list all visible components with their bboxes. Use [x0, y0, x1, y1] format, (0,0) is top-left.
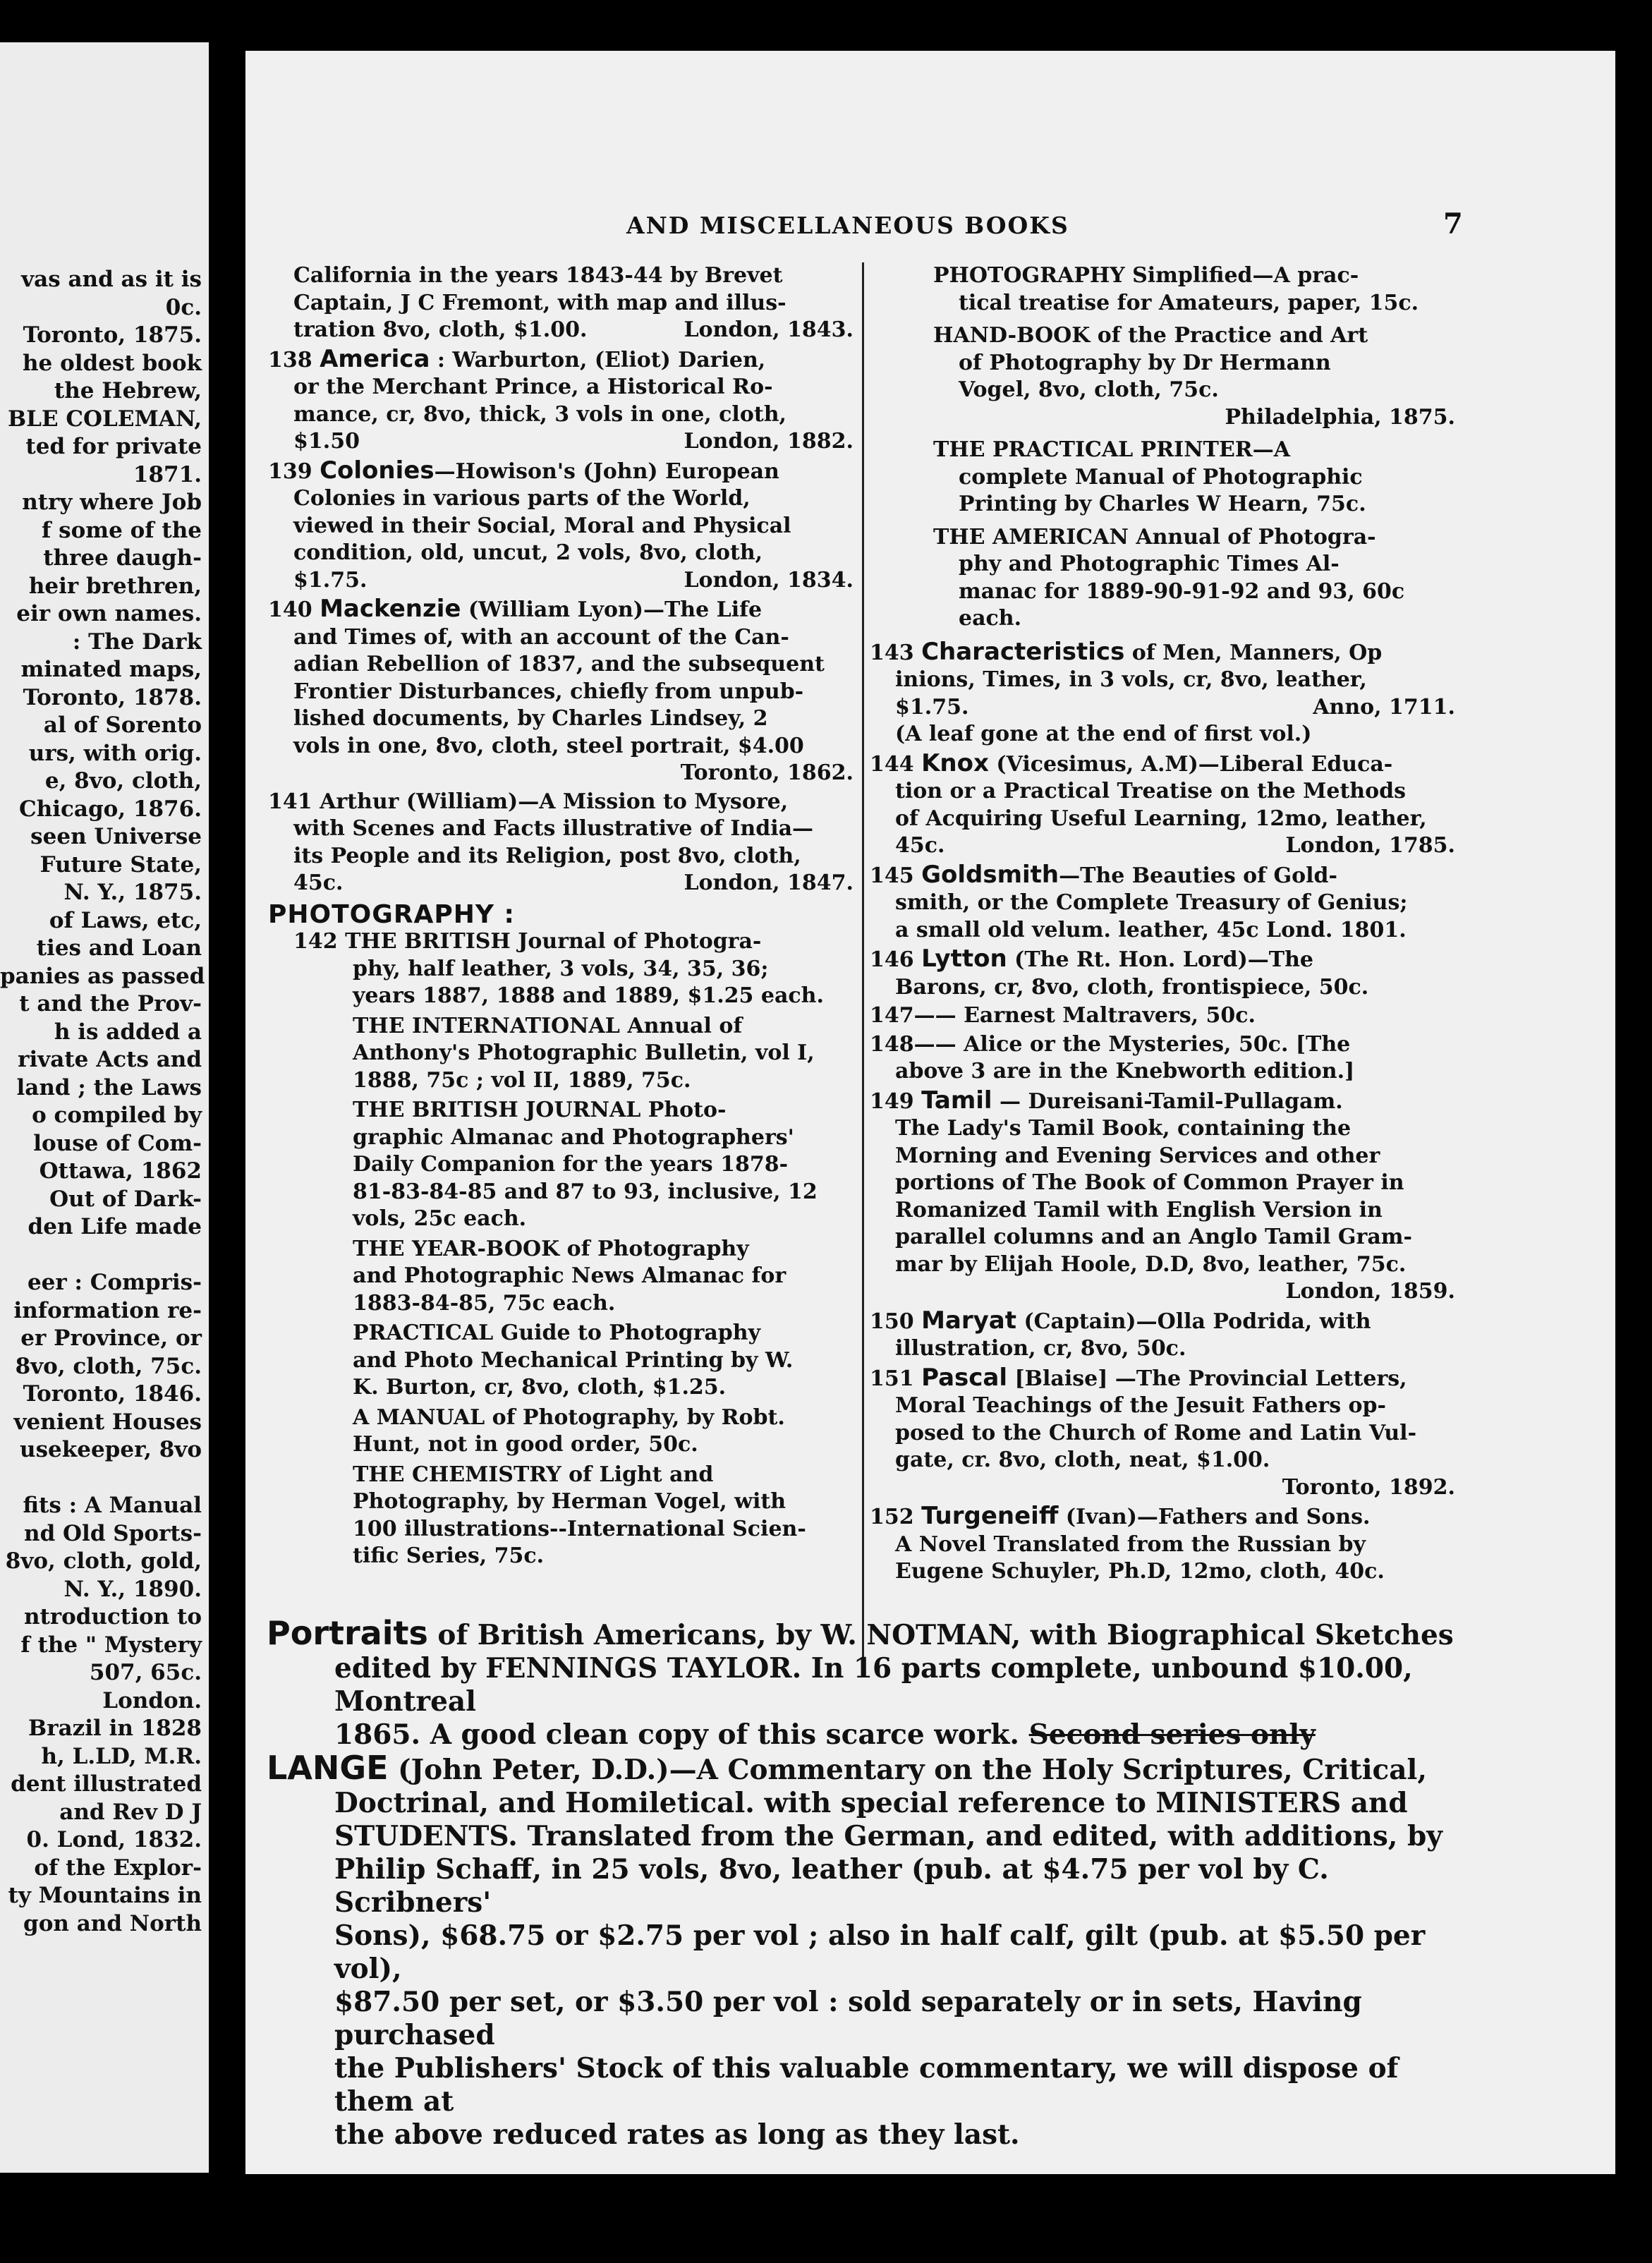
entry-line: Photography, by Herman Vogel, with	[353, 1489, 786, 1514]
left-fragment-line: e, 8vo, cloth,	[44, 768, 202, 794]
entry-line: THE YEAR-BOOK of Photography	[353, 1236, 749, 1261]
entry-number: 151	[870, 1366, 914, 1391]
left-fragment-line: land ; the Laws	[16, 1074, 202, 1100]
entry-line: Colonies in various parts of the World,	[293, 486, 751, 511]
entry-place: London, 1834.	[684, 567, 854, 593]
entry-line: Frontier Disturbances, chiefly from unpub-	[293, 679, 804, 704]
entry-heading: America	[320, 344, 430, 373]
entry-heading: Characteristics	[921, 637, 1125, 666]
entry-line: —— Alice or the Mysteries, 50c. [The	[913, 1031, 1351, 1057]
entry-141	[268, 789, 854, 897]
entry-line: manac for 1889-90-91-92 and 93, 60c	[959, 578, 1405, 604]
left-fragment-line: London.	[102, 1687, 202, 1713]
left-fragment-line: N. Y., 1890.	[63, 1576, 202, 1602]
entry-line: and Photographic News Almanac for	[353, 1263, 786, 1288]
entry-line: Romanized Tamil with English Version in	[895, 1197, 1383, 1222]
left-fragment-line: 8vo, cloth, gold,	[5, 1548, 202, 1574]
entry-line: vols in one, 8vo, cloth, steel portrait, $4.00	[293, 733, 804, 758]
entry-line: [Blaise] —The Provincial Letters,	[1014, 1366, 1407, 1391]
entry-number: 145	[870, 863, 914, 888]
entry-line: edited by FENNINGS TAYLOR. In 16 parts complete, unbound $10.00, Montreal	[334, 1652, 1413, 1718]
entry-line: condition, old, uncut, 2 vols, 8vo, cloth,	[293, 540, 763, 565]
entry-line: The Lady's Tamil Book, containing the	[895, 1116, 1352, 1141]
left-fragment-line: eer : Compris-	[27, 1270, 202, 1295]
left-fragment-line: dent illustrated	[11, 1771, 202, 1797]
left-fragment-line: Toronto, 1875.	[23, 322, 202, 348]
entry-place: Anno, 1711.	[1313, 694, 1455, 720]
entry-number: 147	[870, 1003, 914, 1028]
entry-143	[870, 638, 1455, 748]
entry-last-line	[870, 694, 1455, 722]
left-fragment-line: he oldest book	[23, 350, 202, 376]
entry-line: smith, or the Complete Treasury of Genius;	[895, 890, 1408, 915]
entry-line: A MANUAL of Photography, by Robt.	[353, 1404, 785, 1430]
left-fragment-line: usekeeper, 8vo	[20, 1437, 202, 1462]
entry-line: STUDENTS. Translated from the German, and edited, with additions, by	[334, 1820, 1443, 1852]
entry-line: 100 illustrations--International Scien-	[353, 1516, 806, 1541]
entry-place: Toronto, 1892.	[1282, 1474, 1455, 1500]
entry-heading: Maryat	[921, 1306, 1016, 1335]
entry-line: A Novel Translated from the Russian by	[895, 1531, 1366, 1557]
entry-place: London, 1847.	[684, 870, 854, 895]
entry-line: tific Series, 75c.	[353, 1543, 545, 1568]
left-page-fragment	[0, 42, 209, 2173]
left-fragment-line: Chicago, 1876.	[19, 796, 202, 822]
entry-last-line	[293, 317, 854, 344]
entry-last-line	[268, 567, 854, 595]
entry-place: Toronto, 1862.	[680, 760, 854, 785]
entry-line: THE CHEMISTRY of Light and	[353, 1462, 714, 1487]
page-number: 7	[1443, 207, 1463, 241]
entry-line: vols, 25c each.	[353, 1206, 527, 1231]
entry-139	[268, 457, 854, 595]
entry-line: THE AMERICAN Annual of Photogra-	[933, 524, 1376, 550]
left-fragment-line: Brazil in 1828	[28, 1716, 202, 1741]
entry-149	[870, 1087, 1455, 1306]
left-fragment-line: louse of Com-	[33, 1130, 202, 1156]
entry-line: Daily Companion for the years 1878-	[353, 1152, 789, 1177]
entry-heading: Portraits	[267, 1614, 428, 1652]
entry-line: mar by Elijah Hoole, D.D, 8vo, leather, 75c.	[895, 1251, 1407, 1277]
photography-item	[933, 437, 1455, 518]
entry-place: Philadelphia, 1875.	[1225, 404, 1455, 430]
left-fragment-line: 0. Lond, 1832.	[26, 1827, 202, 1852]
entry-line: —The Beauties of Gold-	[1059, 863, 1337, 888]
entry-140	[268, 595, 854, 787]
left-fragment-line: of Laws, etc,	[49, 907, 202, 933]
entry-number: 146	[870, 947, 914, 972]
entry-line: 1888, 75c ; vol II, 1889, 75c.	[353, 1067, 691, 1093]
left-fragment-line: and Rev D J	[59, 1799, 202, 1825]
struck-text: Second series only	[1028, 1718, 1316, 1751]
entry-line: Moral Teachings of the Jesuit Fathers op-	[895, 1393, 1386, 1418]
entry-line: PRACTICAL Guide to Photography	[353, 1321, 761, 1345]
entry-lange	[267, 1749, 1466, 2152]
photography-item	[933, 262, 1455, 317]
entry-number: 143	[870, 640, 914, 665]
entry-number: 149	[870, 1088, 914, 1114]
section-heading-photography: PHOTOGRAPHY :	[268, 899, 515, 929]
left-fragment-line: Future State,	[40, 851, 202, 878]
main-page	[245, 51, 1615, 2174]
left-fragment-line: the Hebrew,	[54, 378, 202, 404]
left-fragment-line: h is added a	[54, 1019, 202, 1045]
entry-number: 148	[870, 1031, 914, 1057]
entry-line: adian Rebellion of 1837, and the subsequent	[293, 652, 825, 677]
left-fragment-line: three daugh-	[43, 545, 202, 571]
entry-144	[870, 750, 1455, 860]
photography-items-continued	[870, 262, 1455, 633]
entry-line: the Publishers' Stock of this valuable commentary, we will dispose of them at	[334, 2052, 1399, 2118]
left-fragment-line: nd Old Sports-	[24, 1520, 202, 1546]
entry-line: complete Manual of Photographic	[959, 464, 1363, 490]
entry-line: (The Rt. Hon. Lord)—The	[1014, 947, 1314, 972]
entry-number: 138	[268, 347, 312, 372]
entry-line: 1883-84-85, 75c each.	[353, 1290, 616, 1316]
entry-line: K. Burton, cr, 8vo, cloth, $1.25.	[353, 1375, 727, 1400]
left-column	[268, 262, 854, 1570]
left-fragment-line: N. Y., 1875.	[63, 880, 202, 905]
photography-sub-item	[353, 1462, 854, 1570]
photography-sub-item	[353, 1404, 854, 1459]
left-fragment-line: 8vo, cloth, 75c.	[15, 1353, 202, 1379]
entry-line: of Acquiring Useful Learning, 12mo, leather,	[895, 806, 1427, 831]
entry-price: $1.50	[293, 429, 360, 454]
photography-sub-item	[353, 1236, 854, 1318]
entry-fremont	[268, 262, 854, 344]
entry-line: Hunt, not in good order, 50c.	[353, 1432, 698, 1457]
entry-heading: Goldsmith	[921, 860, 1059, 889]
entry-line: Eugene Schuyler, Ph.D, 12mo, cloth, 40c.	[895, 1559, 1385, 1584]
entry-number: 142	[293, 929, 338, 954]
entry-heading: Mackenzie	[320, 595, 461, 623]
entry-heading: LANGE	[267, 1749, 389, 1787]
left-fragment-line: ntroduction to	[23, 1604, 202, 1630]
entry-line: phy and Photographic Times Al-	[959, 552, 1340, 576]
entry-line: gate, cr. 8vo, cloth, neat, $1.00.	[895, 1448, 1270, 1472]
entry-line: Barons, cr, 8vo, cloth, frontispiece, 50c.	[895, 974, 1369, 1000]
entry-line: phy, half leather, 3 vols, 34, 35, 36;	[353, 956, 769, 981]
left-fragment-line: er Province, or	[20, 1325, 202, 1351]
entry-line: of Photography by Dr Hermann	[959, 350, 1331, 375]
left-fragment-line: minated maps,	[20, 657, 202, 682]
entry-line: THE BRITISH JOURNAL Photo-	[353, 1098, 727, 1122]
entry-line: : Warburton, (Eliot) Darien,	[437, 347, 766, 372]
entry-line: THE INTERNATIONAL Annual of	[353, 1013, 743, 1038]
left-fragment-line: venient Houses	[13, 1409, 202, 1435]
entry-price: 45c.	[293, 870, 344, 895]
entry-line: of British Americans, by W. NOTMAN, with Biographical Sketches	[427, 1619, 1454, 1651]
entry-line: (Ivan)—Fathers and Sons.	[1065, 1505, 1371, 1529]
column-divider	[862, 262, 864, 1659]
entry-line: or the Merchant Prince, a Historical Ro-	[293, 375, 773, 399]
entry-147	[870, 1002, 1455, 1030]
left-fragment-line: Out of Dark-	[49, 1186, 202, 1212]
left-fragment-line: eir own names.	[16, 601, 202, 626]
left-fragment-line: of the Explor-	[34, 1855, 202, 1881]
entry-line: Sons), $68.75 or $2.75 per vol ; also in half calf, gilt (pub. at $5.50 per vol),	[334, 1919, 1426, 1985]
left-fragment-line: 507, 65c.	[89, 1660, 202, 1685]
entry-line: Captain, J C Fremont, with map and illus-	[293, 290, 786, 315]
entry-line: Arthur (William)—A Mission to Mysore,	[320, 789, 789, 814]
entry-price: $1.75.	[293, 567, 368, 593]
entry-line: with Scenes and Facts illustrative of India—	[293, 816, 814, 841]
entry-line: (Vicesimus, A.M)—Liberal Educa-	[996, 751, 1393, 777]
photography-sub-item	[353, 1013, 854, 1095]
entry-142	[268, 928, 854, 1010]
left-fragment-line: information re-	[13, 1297, 202, 1323]
entry-line: Doctrinal, and Homiletical. with special reference to MINISTERS and	[334, 1787, 1408, 1819]
left-fragment-line: ties and Loan	[36, 935, 202, 961]
entry-line: a small old velum. leather, 45c Lond. 1801.	[895, 917, 1407, 942]
left-fragment-line: al of Sorento	[43, 712, 202, 738]
left-fragment-line: o compiled by	[32, 1103, 202, 1128]
left-fragment-line: t and the Prov-	[19, 991, 202, 1017]
bottom-section	[267, 1614, 1466, 2152]
entry-heading: Turgeneiff	[921, 1502, 1059, 1530]
entry-number: 140	[268, 597, 312, 622]
entry-line: HAND-BOOK of the Practice and Art	[933, 323, 1368, 348]
entry-line: viewed in their Social, Moral and Physical	[293, 513, 791, 538]
entry-price: 45c.	[895, 833, 945, 858]
left-fragment-line: rivate Acts and	[18, 1047, 202, 1072]
entry-line: each.	[959, 606, 1022, 631]
entry-line: Vogel, 8vo, cloth, 75c.	[959, 377, 1219, 402]
entry-line: posed to the Church of Rome and Latin Vul-	[895, 1420, 1417, 1445]
left-fragment-line: Toronto, 1878.	[23, 684, 202, 710]
entry-line: (William Lyon)—The Life	[468, 597, 763, 622]
photography-item	[933, 524, 1455, 633]
entry-145	[870, 861, 1455, 945]
entry-line: Philip Schaff, in 25 vols, 8vo, leather (pub. at $4.75 per vol by C. Scribners'	[334, 1853, 1329, 1919]
left-fragment-line: panies as passed	[0, 963, 205, 989]
entry-place: London, 1882.	[684, 429, 854, 454]
entry-number: 141	[268, 789, 312, 814]
left-fragment-line: den Life made	[28, 1214, 202, 1239]
entry-line: —— Earnest Maltravers, 50c.	[913, 1003, 1256, 1028]
entry-number: 139	[268, 459, 312, 484]
entry-heading: Knox	[921, 748, 989, 777]
entry-place: London, 1859.	[1285, 1279, 1455, 1304]
entry-152	[870, 1503, 1455, 1586]
entry-heading: Colonies	[320, 456, 435, 485]
entry-price: tration 8vo, cloth, $1.00.	[293, 317, 588, 342]
left-fragment-line: ted for private	[25, 434, 202, 459]
entry-line: 81-83-84-85 and 87 to 93, inclusive, 12	[353, 1179, 818, 1204]
entry-line: (Captain)—Olla Podrida, with	[1024, 1309, 1371, 1334]
entry-number: 144	[870, 751, 914, 777]
entry-number: 152	[870, 1505, 914, 1529]
entry-line: 1865. A good clean copy of this scarce work.	[334, 1718, 1020, 1751]
photography-sub-items	[268, 1013, 854, 1570]
entry-line: PHOTOGRAPHY Simplified—A prac-	[933, 263, 1359, 288]
entry-line: —Howison's (John) European	[434, 459, 779, 484]
photography-sub-item	[353, 1097, 854, 1233]
entry-portraits	[267, 1614, 1466, 1752]
right-column	[870, 262, 1455, 1587]
entry-151	[870, 1364, 1455, 1502]
entry-heading: Lytton	[921, 945, 1007, 973]
left-fragment-line: gon and North	[23, 1910, 202, 1936]
left-fragment-line: 0c.	[165, 294, 202, 320]
entry-line: parallel columns and an Anglo Tamil Gram-	[895, 1225, 1412, 1249]
running-head: AND MISCELLANEOUS BOOKS	[626, 212, 1069, 239]
entry-line: and Times of, with an account of the Can-	[293, 624, 789, 650]
left-fragment-line: fits : A Manual	[23, 1493, 202, 1518]
entry-line: lished documents, by Charles Lindsey, 2	[293, 706, 768, 731]
entry-line: (John Peter, D.D.)—A Commentary on the Holy Scriptures, Critical,	[388, 1754, 1427, 1786]
entry-150	[870, 1307, 1455, 1363]
entry-number: 150	[870, 1309, 914, 1334]
entry-line: THE PRACTICAL PRINTER—A	[933, 437, 1291, 462]
left-fragment-line: BLE COLEMAN,	[7, 406, 202, 432]
entry-line: years 1887, 1888 and 1889, $1.25 each.	[353, 983, 824, 1008]
left-fragment-line: f the " Mystery	[20, 1632, 202, 1658]
entry-line: portions of The Book of Common Prayer in	[895, 1170, 1404, 1195]
entry-line: inions, Times, in 3 vols, cr, 8vo, leather,	[895, 667, 1367, 692]
entry-line: Printing by Charles W Hearn, 75c.	[959, 492, 1366, 516]
left-fragment-line: h, L.LD, M.R.	[41, 1743, 202, 1769]
photography-sub-item	[353, 1320, 854, 1402]
left-fragment-line: urs, with orig.	[28, 740, 202, 766]
left-fragment-line: f some of the	[42, 517, 202, 543]
entry-heading: Tamil	[921, 1086, 992, 1115]
left-fragment-line: : The Dark	[72, 629, 202, 655]
entry-138	[268, 346, 854, 456]
entry-place: London, 1843.	[684, 317, 854, 342]
entry-line: THE BRITISH Journal of Photogra-	[345, 929, 762, 954]
entry-line: the above reduced rates as long as they last.	[334, 2118, 1020, 2151]
photography-item	[933, 322, 1455, 431]
entry-line: tical treatise for Amateurs, paper, 15c.	[959, 290, 1419, 315]
entry-line: $87.50 per set, or $3.50 per vol : sold separately or in sets, Having purchased	[334, 1986, 1362, 2051]
left-fragment-line: ty Mountains in	[8, 1883, 202, 1908]
entry-last-line	[268, 428, 854, 456]
entry-line: tion or a Practical Treatise on the Methods	[895, 779, 1406, 803]
entry-place: London, 1785.	[1285, 833, 1455, 858]
left-fragment-line: vas and as it is	[21, 267, 202, 292]
entry-note: (A leaf gone at the end of first vol.)	[895, 722, 1312, 746]
entry-last-line	[870, 832, 1455, 860]
entry-line: illustration, cr, 8vo, 50c.	[895, 1336, 1186, 1361]
entry-line: California in the years 1843-44 by Brevet	[293, 263, 783, 288]
entry-heading: Pascal	[921, 1363, 1008, 1392]
entry-line: and Photo Mechanical Printing by W.	[353, 1347, 794, 1373]
entry-line: — Dureisani-Tamil-Pullagam.	[1000, 1088, 1343, 1114]
left-fragment-line: seen Universe	[30, 824, 202, 849]
entry-line: of Men, Manners, Op	[1131, 640, 1383, 665]
left-fragment-line: 1871.	[133, 461, 202, 487]
entry-price: $1.75.	[895, 694, 969, 720]
entry-line: Anthony's Photographic Bulletin, vol I,	[353, 1041, 815, 1065]
entry-last-line	[268, 870, 854, 897]
entry-line: Morning and Evening Services and other	[895, 1143, 1380, 1168]
entry-line: above 3 are in the Knebworth edition.]	[895, 1059, 1355, 1084]
entry-line: its People and its Religion, post 8vo, cloth,	[293, 843, 801, 868]
left-fragment-line: Toronto, 1846.	[23, 1381, 202, 1407]
entry-146	[870, 945, 1455, 1001]
left-fragment-line: ntry where Job	[22, 490, 202, 515]
entry-148	[870, 1031, 1455, 1086]
left-fragment-line: heir brethren,	[28, 573, 202, 599]
entry-line: mance, cr, 8vo, thick, 3 vols in one, cloth,	[293, 401, 786, 427]
entry-line: graphic Almanac and Photographers'	[353, 1124, 794, 1150]
left-fragment-line: Ottawa, 1862	[39, 1158, 202, 1184]
